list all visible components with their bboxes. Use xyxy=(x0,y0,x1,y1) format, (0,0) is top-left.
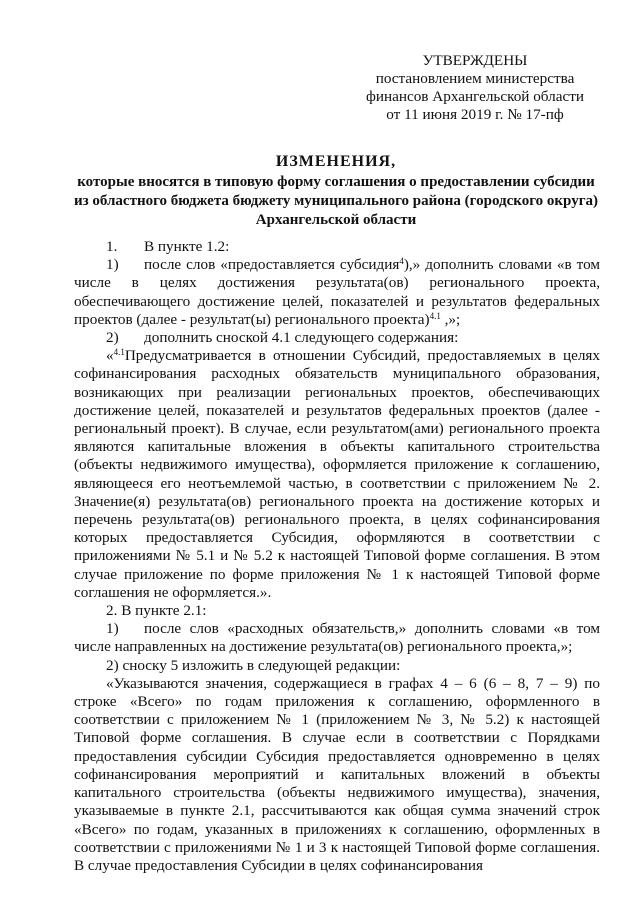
document-title-main: ИЗМЕНЕНИЯ, xyxy=(275,153,397,170)
item-number: 1) xyxy=(106,256,119,274)
footnote-ref: 4.1 xyxy=(429,310,441,321)
paragraph-item-2-2: 2) сноску 5 изложить в следующей редакции: xyxy=(106,656,401,674)
approval-stamp xyxy=(345,52,605,124)
item-text: после слов «предоставляется субсидия xyxy=(144,256,400,274)
document-body xyxy=(74,238,600,875)
quote-open: « xyxy=(106,347,114,365)
document-title xyxy=(72,152,600,230)
paragraph-footnote-5: «Указываются значения, содержащиеся в графах 4 – 6 (6 – 8, 7 – 9) по строке «Всего» по годам приложения к соглашению, оформленного в соответствии с приложением № 1 (приложением № 3, № 5.2) к настоящей Типовой форме соглашения. В случае если в соответствии с Порядками предоставления субсидии Субсидия предоставляется одновременно в целях софинансирования мероприятий и капитальных вложений в объекты капитального строительства (объекты недвижимого имущества), значения, указываемые в пункте 2.1, рассчитываются как общая сумма значений строк «Всего» по годам, указанных в приложениях к соглашению, оформленных в соответствии с приложениями № 1 и 3 к настоящей Типовой форме соглашения. В случае предоставления Субсидии в целях софинансирования xyxy=(74,674,600,874)
approval-line: постановлением министерства xyxy=(375,70,575,87)
footnote-text: Предусматривается в отношении Субсидий, предоставляемых в целях софинансирования расходных обязательств муниципального образования, возникающих при реализации региональных проектов, обеспечивающих достижение целей, показателей и результатов федеральных проектов (далее - региональный проект). В случае, если результатом(ами) регионального проекта являются капитальные вложения в объекты капитального строительства (объекты недвижимого имущества), оформляется приложение к соглашению, являющееся его неотъемлемой частью, в соответствии с приложением № 2. Значение(я) результата(ов) регионального проекта на достижение которых и перечень результата(ов) регионального проекта, в целях софинансирования которых предоставляется Субсидия, оформляются в соответствии с приложениями № 5.1 и № 5.2 к настоящей Типовой форме соглашения. В этом случае приложение по форме приложения № 1 к настоящей Типовой форме соглашения не оформляется.». xyxy=(74,347,600,601)
item-number: 2) xyxy=(106,329,119,347)
paragraph-item-1-1 xyxy=(74,256,600,329)
footnote-ref: 4 xyxy=(399,256,404,267)
approval-heading: УТВЕРЖДЕНЫ xyxy=(422,52,528,69)
paragraph-item-2-1 xyxy=(74,620,600,656)
footnote-ref: 4.1 xyxy=(113,347,125,358)
item-number: 1) xyxy=(106,620,119,638)
item-text: В пункте 1.2: xyxy=(144,238,230,255)
item-text: после слов «расходных обязательств,» дополнить словами «в том числе направленных на достижение результата(ов) регионального проекта,»; xyxy=(74,620,600,656)
item-text: ,»; xyxy=(440,310,461,328)
item-text: дополнить сноской 4.1 следующего содержания: xyxy=(144,329,459,347)
item-text: ),» дополнить словами «в том числе в целях достижения результата(ов) регионального проекта, обеспечивающего достижение целей, показателей и результатов федеральных проектов (далее - результат(ы) регионального проекта) xyxy=(74,256,600,328)
paragraph-item-1 xyxy=(74,238,600,256)
paragraph-footnote-4-1 xyxy=(74,347,600,602)
item-number: 1. xyxy=(106,238,118,255)
paragraph-item-1-2 xyxy=(74,329,600,347)
paragraph-item-2: 2. В пункте 2.1: xyxy=(106,602,207,620)
document-title-subtitle: которые вносятся в типовую форму соглашения о предоставлении субсидии из областного бюджета бюджету муниципального района (городского округа) Архангельской области xyxy=(73,174,599,228)
approval-line: финансов Архангельской области xyxy=(365,88,584,105)
approval-date: от 11 июня 2019 г. № 17-пф xyxy=(386,106,564,123)
